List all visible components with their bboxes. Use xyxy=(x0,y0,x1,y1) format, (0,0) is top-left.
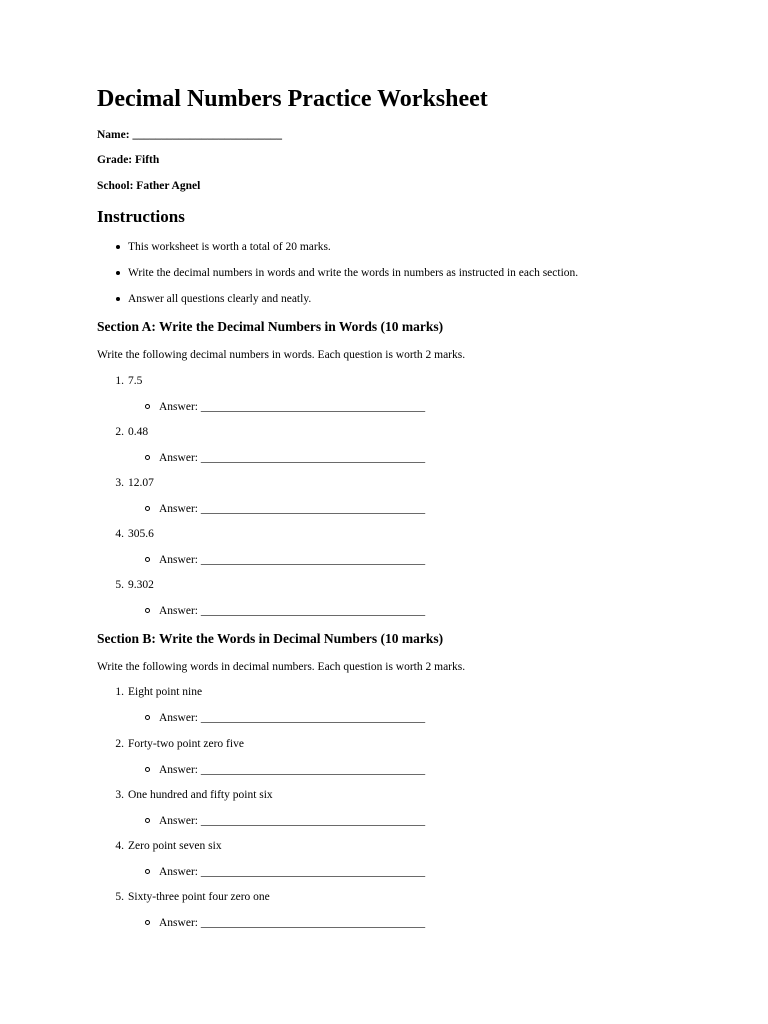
circle-bullet-icon xyxy=(145,608,150,613)
circle-bullet-icon xyxy=(145,506,150,511)
grade-field: Grade: Fifth xyxy=(97,154,160,166)
question-number: 4. xyxy=(115,840,124,852)
answer-line: Answer: _______________________________________ xyxy=(159,866,426,878)
bullet-icon xyxy=(116,245,120,249)
instruction-item: Write the decimal numbers in words and write the words in numbers as instructed in each section. xyxy=(128,267,579,279)
question-number: 1. xyxy=(115,375,124,387)
section-a-heading: Section A: Write the Decimal Numbers in Words (10 marks) xyxy=(97,319,444,334)
question-text: 9.302 xyxy=(128,579,154,591)
instruction-item: Answer all questions clearly and neatly. xyxy=(128,293,312,305)
page-title: Decimal Numbers Practice Worksheet xyxy=(97,86,488,112)
section-b-heading: Section B: Write the Words in Decimal Numbers (10 marks) xyxy=(97,631,444,646)
answer-line: Answer: _______________________________________ xyxy=(159,554,426,566)
name-field: Name: __________________________ xyxy=(97,129,282,141)
answer-line: Answer: _______________________________________ xyxy=(159,401,426,413)
answer-line: Answer: _______________________________________ xyxy=(159,917,426,929)
question-number: 4. xyxy=(115,528,124,540)
circle-bullet-icon xyxy=(145,869,150,874)
question-text: 0.48 xyxy=(128,426,149,438)
answer-line: Answer: _______________________________________ xyxy=(159,712,426,724)
answer-line: Answer: _______________________________________ xyxy=(159,605,426,617)
bullet-icon xyxy=(116,297,120,301)
circle-bullet-icon xyxy=(145,404,150,409)
question-text: 305.6 xyxy=(128,528,154,540)
instructions-heading: Instructions xyxy=(97,207,185,226)
question-text: Forty-two point zero five xyxy=(128,738,244,750)
instruction-item: This worksheet is worth a total of 20 marks. xyxy=(128,241,331,253)
bullet-icon xyxy=(116,271,120,275)
school-field: School: Father Agnel xyxy=(97,180,201,192)
circle-bullet-icon xyxy=(145,818,150,823)
question-number: 3. xyxy=(115,477,124,489)
question-text: Zero point seven six xyxy=(128,840,222,852)
question-text: 7.5 xyxy=(128,375,143,387)
answer-line: Answer: _______________________________________ xyxy=(159,503,426,515)
circle-bullet-icon xyxy=(145,455,150,460)
circle-bullet-icon xyxy=(145,767,150,772)
question-number: 1. xyxy=(115,686,124,698)
question-text: 12.07 xyxy=(128,477,154,489)
answer-line: Answer: _______________________________________ xyxy=(159,452,426,464)
question-number: 3. xyxy=(115,789,124,801)
section-b-description: Write the following words in decimal numbers. Each question is worth 2 marks. xyxy=(97,661,466,673)
circle-bullet-icon xyxy=(145,715,150,720)
circle-bullet-icon xyxy=(145,920,150,925)
question-number: 2. xyxy=(115,426,124,438)
answer-line: Answer: _______________________________________ xyxy=(159,815,426,827)
question-number: 5. xyxy=(115,579,124,591)
question-text: One hundred and fifty point six xyxy=(128,789,273,801)
question-text: Eight point nine xyxy=(128,686,203,698)
question-text: Sixty-three point four zero one xyxy=(128,891,270,903)
question-number: 2. xyxy=(115,738,124,750)
answer-line: Answer: _______________________________________ xyxy=(159,764,426,776)
question-number: 5. xyxy=(115,891,124,903)
circle-bullet-icon xyxy=(145,557,150,562)
section-a-description: Write the following decimal numbers in words. Each question is worth 2 marks. xyxy=(97,349,466,361)
